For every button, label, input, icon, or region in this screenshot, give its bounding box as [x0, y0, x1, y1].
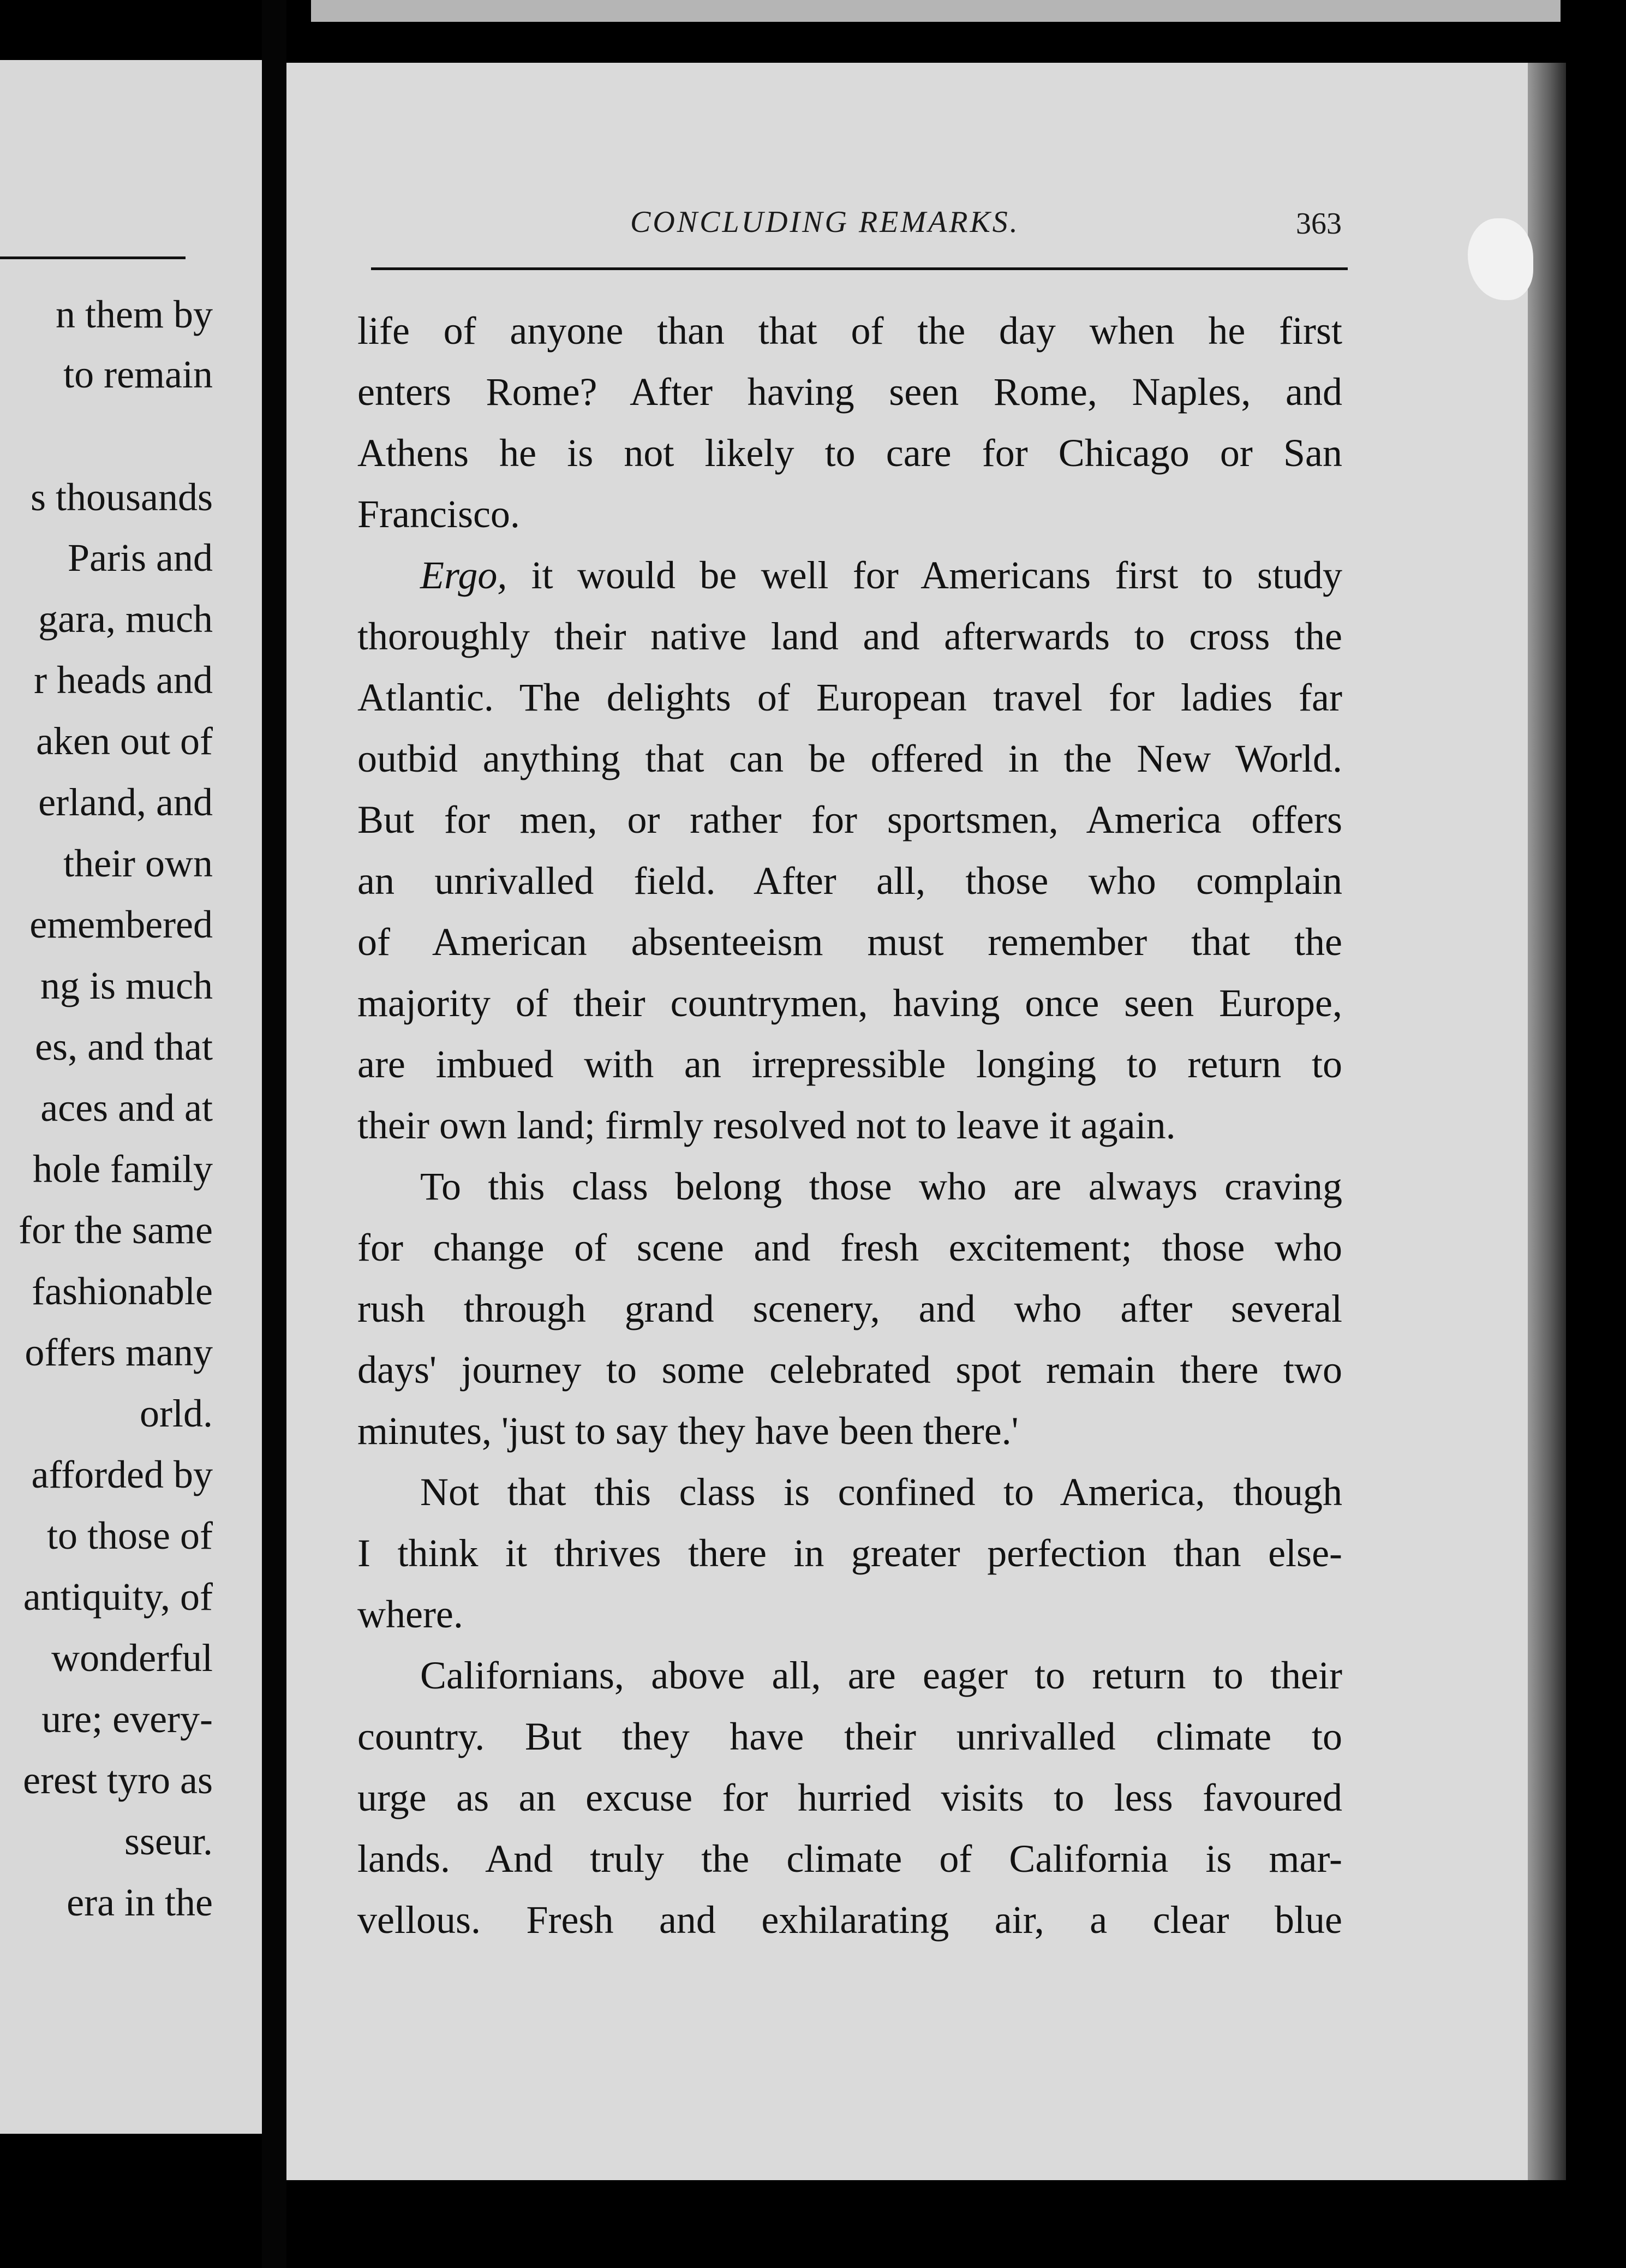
- body-line: country. But they have their unrivalled climate to: [357, 1715, 1342, 1758]
- left-line: to those of: [47, 1514, 213, 1557]
- body-line: thoroughly their native land and afterwards to cross the: [357, 614, 1342, 658]
- body-line: an unrivalled field. After all, those who complain: [357, 859, 1342, 903]
- left-line: their own: [63, 841, 213, 885]
- top-page-strip: [311, 0, 1561, 22]
- body-line: are imbued with an irrepressible longing to return to: [357, 1042, 1342, 1086]
- body-line: I think it thrives there in greater perfection than else-: [357, 1531, 1342, 1575]
- page-edge-shadow: [1528, 63, 1566, 2180]
- left-line: offers many: [25, 1330, 213, 1374]
- body-line: of American absenteeism must remember that the: [357, 920, 1342, 964]
- body-line: outbid anything that can be offered in the New World.: [357, 737, 1342, 780]
- left-line: to remain: [63, 353, 213, 396]
- body-line: Francisco.: [357, 492, 520, 536]
- book-gutter: [262, 0, 286, 2268]
- left-line: aces and at: [40, 1086, 213, 1130]
- left-line: emembered: [29, 903, 213, 946]
- body-line: for change of scene and fresh excitement; those who: [357, 1226, 1342, 1269]
- body-line: life of anyone than that of the day when he first: [357, 309, 1342, 353]
- body-line-text: it would be well for Americans first to study: [531, 553, 1342, 597]
- left-page: [0, 60, 262, 2134]
- left-line: s thousands: [30, 475, 213, 519]
- left-line: ng is much: [40, 964, 213, 1007]
- body-line: majority of their countrymen, having once seen Europe,: [357, 981, 1342, 1025]
- body-line-ergo: [420, 553, 1342, 597]
- page-number: 363: [1296, 207, 1342, 241]
- body-line: vellous. Fresh and exhilarating air, a clear blue: [357, 1898, 1342, 1942]
- header-rule: [371, 267, 1348, 270]
- left-line: for the same: [19, 1208, 213, 1252]
- body-line: enters Rome? After having seen Rome, Naples, and: [357, 370, 1342, 414]
- body-line: Californians, above all, are eager to return to their: [420, 1654, 1342, 1697]
- left-page-rule: [0, 256, 186, 259]
- body-line: minutes, 'just to say they have been there.': [357, 1409, 1019, 1453]
- left-line: r heads and: [34, 658, 213, 702]
- left-line: gara, much: [38, 597, 213, 641]
- body-line: days' journey to some celebrated spot remain there two: [357, 1348, 1342, 1392]
- left-line: es, and that: [35, 1025, 213, 1069]
- body-line: But for men, or rather for sportsmen, America offers: [357, 798, 1342, 841]
- left-line: fashionable: [32, 1269, 213, 1313]
- body-line: To this class belong those who are always craving: [420, 1165, 1342, 1208]
- left-line: erest tyro as: [23, 1758, 213, 1802]
- left-line: era in the: [67, 1881, 213, 1924]
- running-head: CONCLUDING REMARKS.: [630, 205, 1020, 239]
- left-line: wonderful: [51, 1636, 213, 1680]
- left-line: Paris and: [68, 536, 213, 580]
- body-line: Athens he is not likely to care for Chicago or San: [357, 431, 1342, 475]
- left-line: orld.: [140, 1392, 213, 1435]
- body-line: their own land; firmly resolved not to leave it again.: [357, 1103, 1176, 1147]
- left-line: hole family: [33, 1147, 213, 1191]
- body-line: rush through grand scenery, and who after several: [357, 1287, 1342, 1330]
- body-line: Atlantic. The delights of European travel for ladies far: [357, 676, 1342, 719]
- left-line: erland, and: [38, 780, 213, 824]
- left-line: ure; every-: [41, 1697, 213, 1741]
- body-line: where.: [357, 1592, 463, 1636]
- left-line: sseur.: [124, 1819, 213, 1863]
- left-line: aken out of: [36, 719, 213, 763]
- body-line: lands. And truly the climate of California is mar-: [357, 1837, 1342, 1881]
- left-line: antiquity, of: [23, 1575, 213, 1619]
- left-line: afforded by: [31, 1453, 213, 1496]
- left-line: n them by: [56, 293, 213, 336]
- body-line: Not that this class is confined to America, though: [420, 1470, 1342, 1514]
- body-line: urge as an excuse for hurried visits to less favoured: [357, 1776, 1342, 1819]
- italic-lead: Ergo,: [420, 553, 507, 597]
